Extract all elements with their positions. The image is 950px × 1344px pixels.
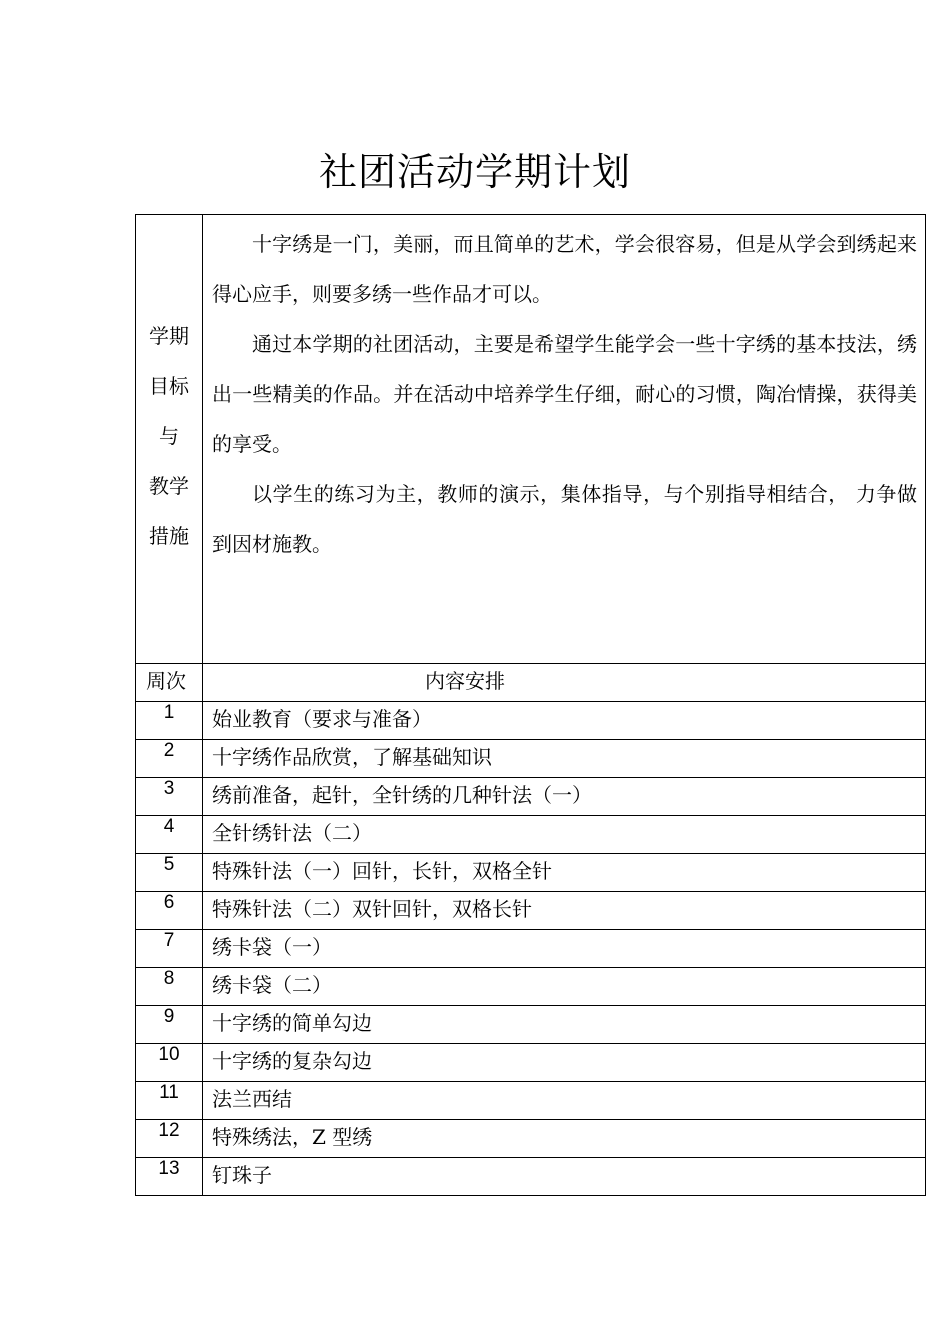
schedule-row <box>136 778 926 816</box>
week-number: 6 <box>136 892 203 930</box>
schedule-row <box>136 892 926 930</box>
goals-label-line: 教学 <box>149 474 189 498</box>
goals-label-line: 与 <box>159 424 179 448</box>
goals-paragraph: 以学生的练习为主，教师的演示，集体指导，与个别指导相结合， 力争做到因材施教。 <box>212 482 917 556</box>
week-number: 8 <box>136 968 203 1006</box>
schedule-row <box>136 702 926 740</box>
schedule-row <box>136 930 926 968</box>
week-content: 十字绣的简单勾边 <box>203 1006 926 1044</box>
week-number: 2 <box>136 740 203 778</box>
schedule-row <box>136 854 926 892</box>
week-content: 钉珠子 <box>203 1158 926 1196</box>
week-number: 9 <box>136 1006 203 1044</box>
week-content: 绣卡袋（二） <box>203 968 926 1006</box>
week-number: 3 <box>136 778 203 816</box>
week-content: 绣前准备，起针，全针绣的几种针法（一） <box>203 778 926 816</box>
week-number: 11 <box>136 1082 203 1120</box>
week-number: 7 <box>136 930 203 968</box>
schedule-row <box>136 816 926 854</box>
goals-paragraph: 通过本学期的社团活动，主要是希望学生能学会一些十字绣的基本技法，绣出一些精美的作品。并在活动中培养学生仔细，耐心的习惯，陶冶情操，获得美的享受。 <box>212 332 917 456</box>
schedule-row <box>136 1158 926 1196</box>
week-content: 始业教育（要求与准备） <box>203 702 926 740</box>
goals-label-line: 目标 <box>149 374 189 398</box>
schedule-row <box>136 740 926 778</box>
schedule-row <box>136 1006 926 1044</box>
week-number: 4 <box>136 816 203 854</box>
week-content: 十字绣作品欣赏，了解基础知识 <box>203 740 926 778</box>
week-number: 12 <box>136 1120 203 1158</box>
goals-label-line: 措施 <box>149 524 189 548</box>
week-content: 特殊针法（二）双针回针，双格长针 <box>203 892 926 930</box>
week-number: 1 <box>136 702 203 740</box>
header-content: 内容安排 <box>203 664 926 702</box>
schedule-row <box>136 1120 926 1158</box>
schedule-header-row <box>136 664 926 702</box>
week-number: 10 <box>136 1044 203 1082</box>
week-content: 绣卡袋（一） <box>203 930 926 968</box>
week-number: 5 <box>136 854 203 892</box>
week-content: 特殊针法（一）回针，长针，双格全针 <box>203 854 926 892</box>
goals-label-cell <box>136 215 203 664</box>
week-number: 13 <box>136 1158 203 1196</box>
goals-paragraph: 十字绣是一门，美丽，而且简单的艺术，学会很容易，但是从学会到绣起来得心应手，则要多绣一些作品才可以。 <box>212 232 917 306</box>
page-title: 社团活动学期计划 <box>318 150 631 194</box>
schedule-body <box>136 702 926 1196</box>
goals-label-line: 学期 <box>149 324 189 348</box>
week-content: 特殊绣法，Z 型绣 <box>203 1120 926 1158</box>
plan-table <box>135 214 926 1196</box>
schedule-row <box>136 968 926 1006</box>
schedule-row <box>136 1044 926 1082</box>
header-week: 周次 <box>136 664 203 702</box>
week-content: 法兰西结 <box>203 1082 926 1120</box>
week-content: 全针绣针法（二） <box>203 816 926 854</box>
goals-text-cell <box>203 215 926 664</box>
schedule-row <box>136 1082 926 1120</box>
goals-row <box>136 215 926 664</box>
week-content: 十字绣的复杂勾边 <box>203 1044 926 1082</box>
